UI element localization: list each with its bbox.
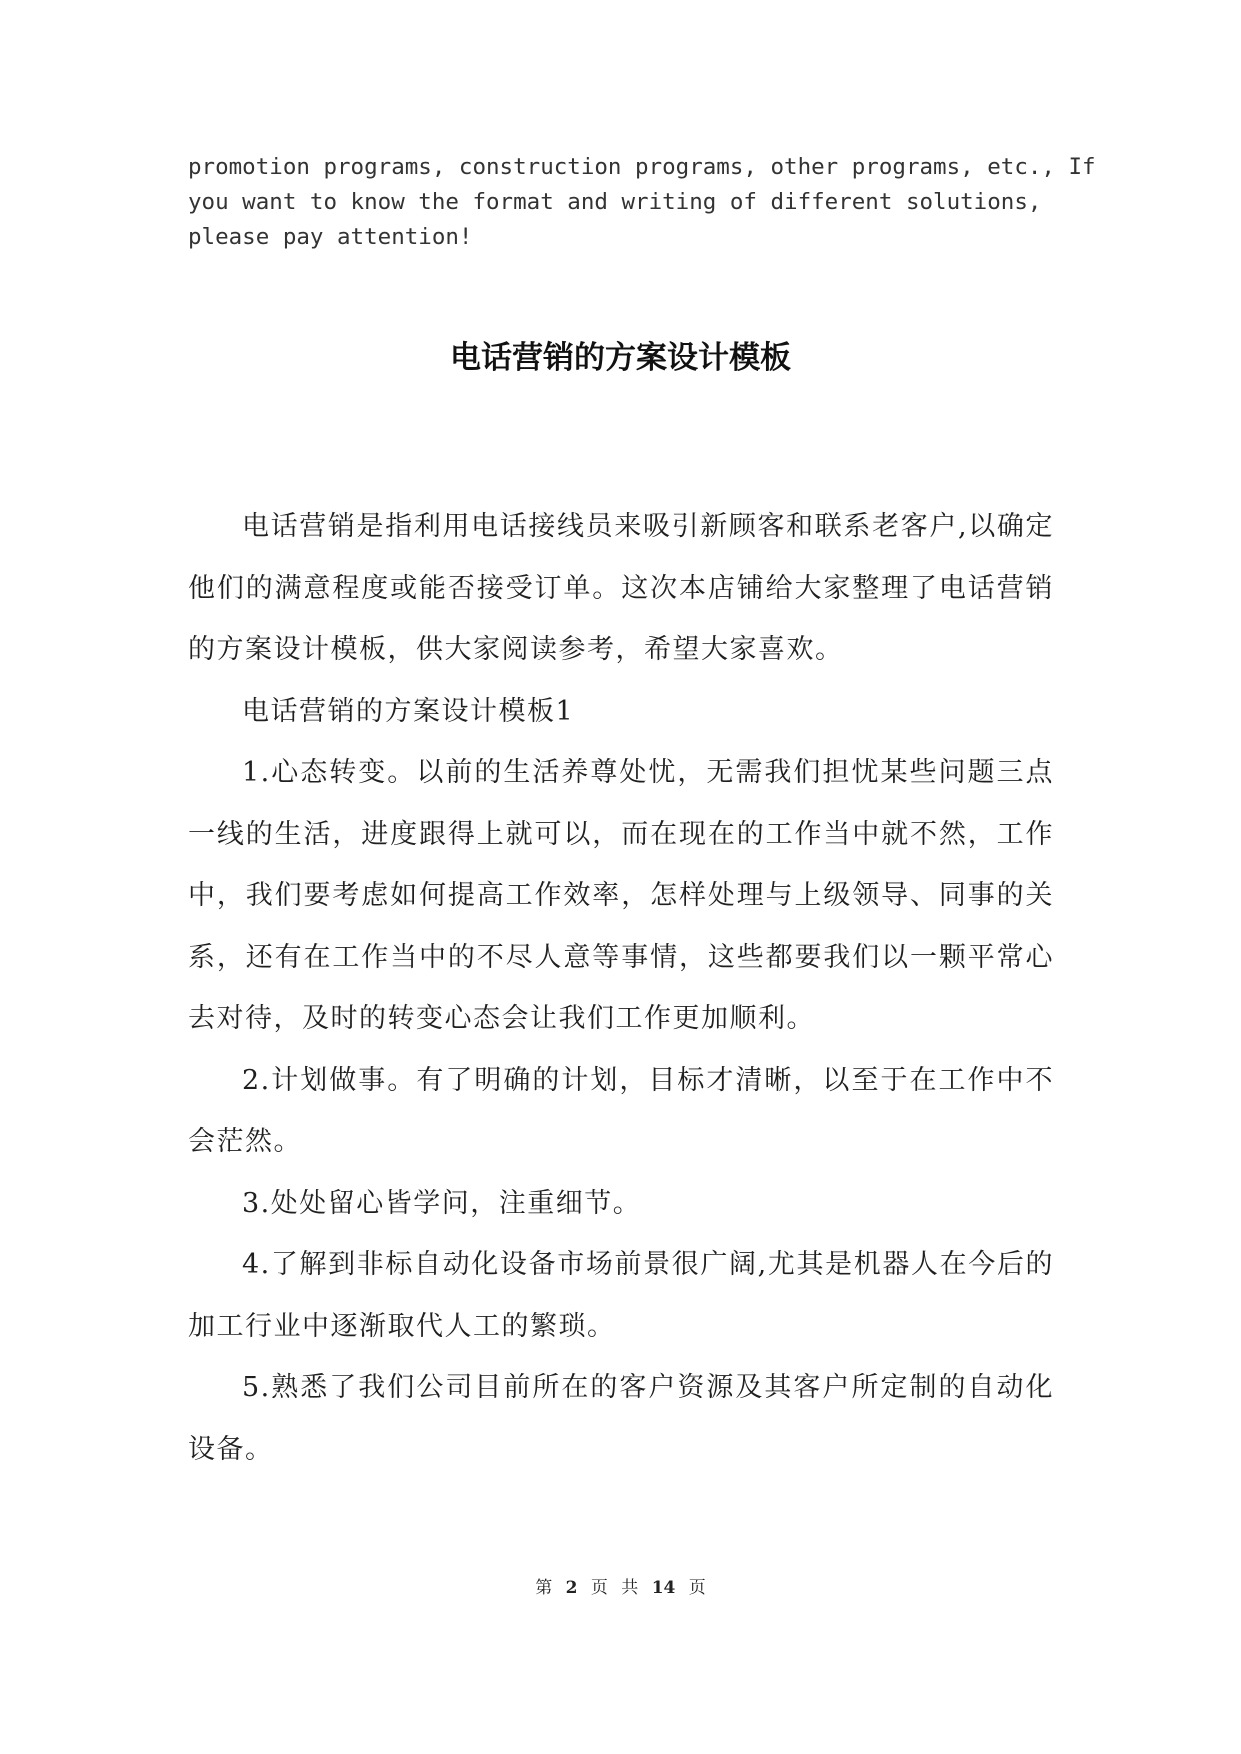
footer-page-number: 2 xyxy=(565,1578,578,1598)
section-heading: 电话营销的方案设计模板1 xyxy=(242,695,575,727)
document-body xyxy=(188,496,1054,1480)
footer-total-pages: 14 xyxy=(651,1578,676,1598)
body-paragraph: 2.计划做事。有了明确的计划，目标才清晰，以至于在工作中不会茫然。 xyxy=(188,1064,1054,1157)
intro-line: please pay attention! xyxy=(188,224,473,250)
page-footer xyxy=(0,1576,1241,1600)
body-paragraph: 3.处处留心皆学问，注重细节。 xyxy=(242,1187,642,1219)
body-paragraph: 1.心态转变。以前的生活养尊处忧，无需我们担忧某些问题三点一线的生活，进度跟得上就可以，而在现在的工作当中就不然，工作中，我们要考虑如何提高工作效率，怎样处理与上级领导、同事的关系，还有在工作当中的不尽人意等事情，这些都要我们以一颗平常心去对待，及时的转变心态会让我们工作更加顺利。 xyxy=(188,757,1054,1034)
document-title: 电话营销的方案设计模板 xyxy=(450,340,791,376)
intro-text xyxy=(188,150,1096,255)
body-paragraph: 4.了解到非标自动化设备市场前景很广阔,尤其是机器人在今后的加工行业中逐渐取代人工的繁琐。 xyxy=(188,1249,1054,1342)
intro-line: you want to know the format and writing of different solutions, xyxy=(188,189,1042,215)
footer-prefix: 第 xyxy=(535,1578,553,1598)
footer-suffix: 页 xyxy=(688,1578,706,1598)
body-paragraph: 电话营销是指利用电话接线员来吸引新顾客和联系老客户,以确定他们的满意程度或能否接受订单。这次本店铺给大家整理了电话营销的方案设计模板，供大家阅读参考，希望大家喜欢。 xyxy=(188,511,1054,665)
footer-middle: 页 共 xyxy=(590,1578,639,1598)
body-paragraph: 5.熟悉了我们公司目前所在的客户资源及其客户所定制的自动化设备。 xyxy=(188,1372,1054,1465)
intro-line: promotion programs, construction programs, other programs, etc., If xyxy=(188,154,1096,180)
